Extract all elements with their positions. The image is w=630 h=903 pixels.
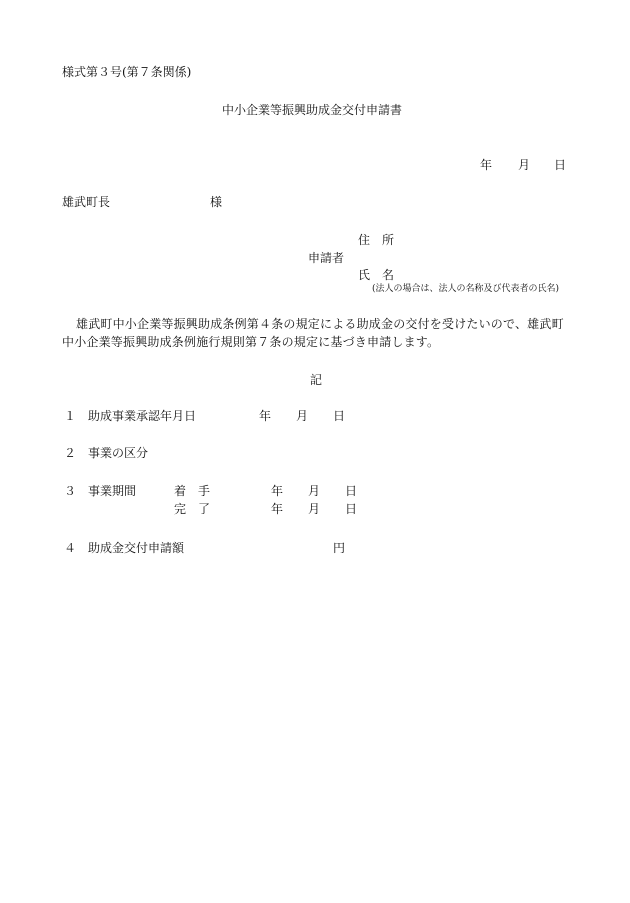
item-1-number: １ <box>64 409 77 423</box>
item-1-month: 月 <box>296 409 309 423</box>
form-number: 様式第３号(第７条関係) <box>62 65 192 79</box>
item-3-end-year: 年 <box>271 502 284 516</box>
body-line-1: 雄武町中小企業等振興助成条例第４条の規定による助成金の交付を受けたいので、雄武町 <box>76 317 564 331</box>
item-1-label: 助成事業承認年月日 <box>88 409 197 423</box>
ki-heading: 記 <box>310 373 323 387</box>
item-1-year: 年 <box>259 409 272 423</box>
date-day: 日 <box>554 158 567 172</box>
item-4-unit: 円 <box>333 541 346 555</box>
date-month: 月 <box>518 158 531 172</box>
item-3-label: 事業期間 <box>88 484 137 498</box>
applicant-name-label: 氏 名 <box>358 268 395 282</box>
addressee-honorific: 様 <box>210 195 223 209</box>
item-3-start-label: 着 手 <box>174 484 211 498</box>
item-3-start-month: 月 <box>308 484 321 498</box>
item-3-end-month: 月 <box>308 502 321 516</box>
item-2-label: 事業の区分 <box>88 446 149 460</box>
item-4-label: 助成金交付申請額 <box>88 541 185 555</box>
item-2-number: ２ <box>64 446 77 460</box>
document-title: 中小企業等振興助成金交付申請書 <box>222 103 403 117</box>
applicant-role-label: 申請者 <box>308 251 345 265</box>
item-4-number: ４ <box>64 541 77 555</box>
date-year: 年 <box>480 158 493 172</box>
item-3-end-label: 完 了 <box>174 502 211 516</box>
item-3-number: ３ <box>64 484 77 498</box>
item-3-end-day: 日 <box>345 502 358 516</box>
item-3-start-year: 年 <box>271 484 284 498</box>
body-line-2: 中小企業等振興助成条例施行規則第７条の規定に基づき申請します。 <box>62 335 440 349</box>
applicant-name-note: (法人の場合は、法人の名称及び代表者の氏名) <box>372 284 560 294</box>
addressee-name: 雄武町長 <box>62 195 111 209</box>
item-1-day: 日 <box>333 409 346 423</box>
item-3-start-day: 日 <box>345 484 358 498</box>
applicant-address-label: 住 所 <box>358 233 395 247</box>
